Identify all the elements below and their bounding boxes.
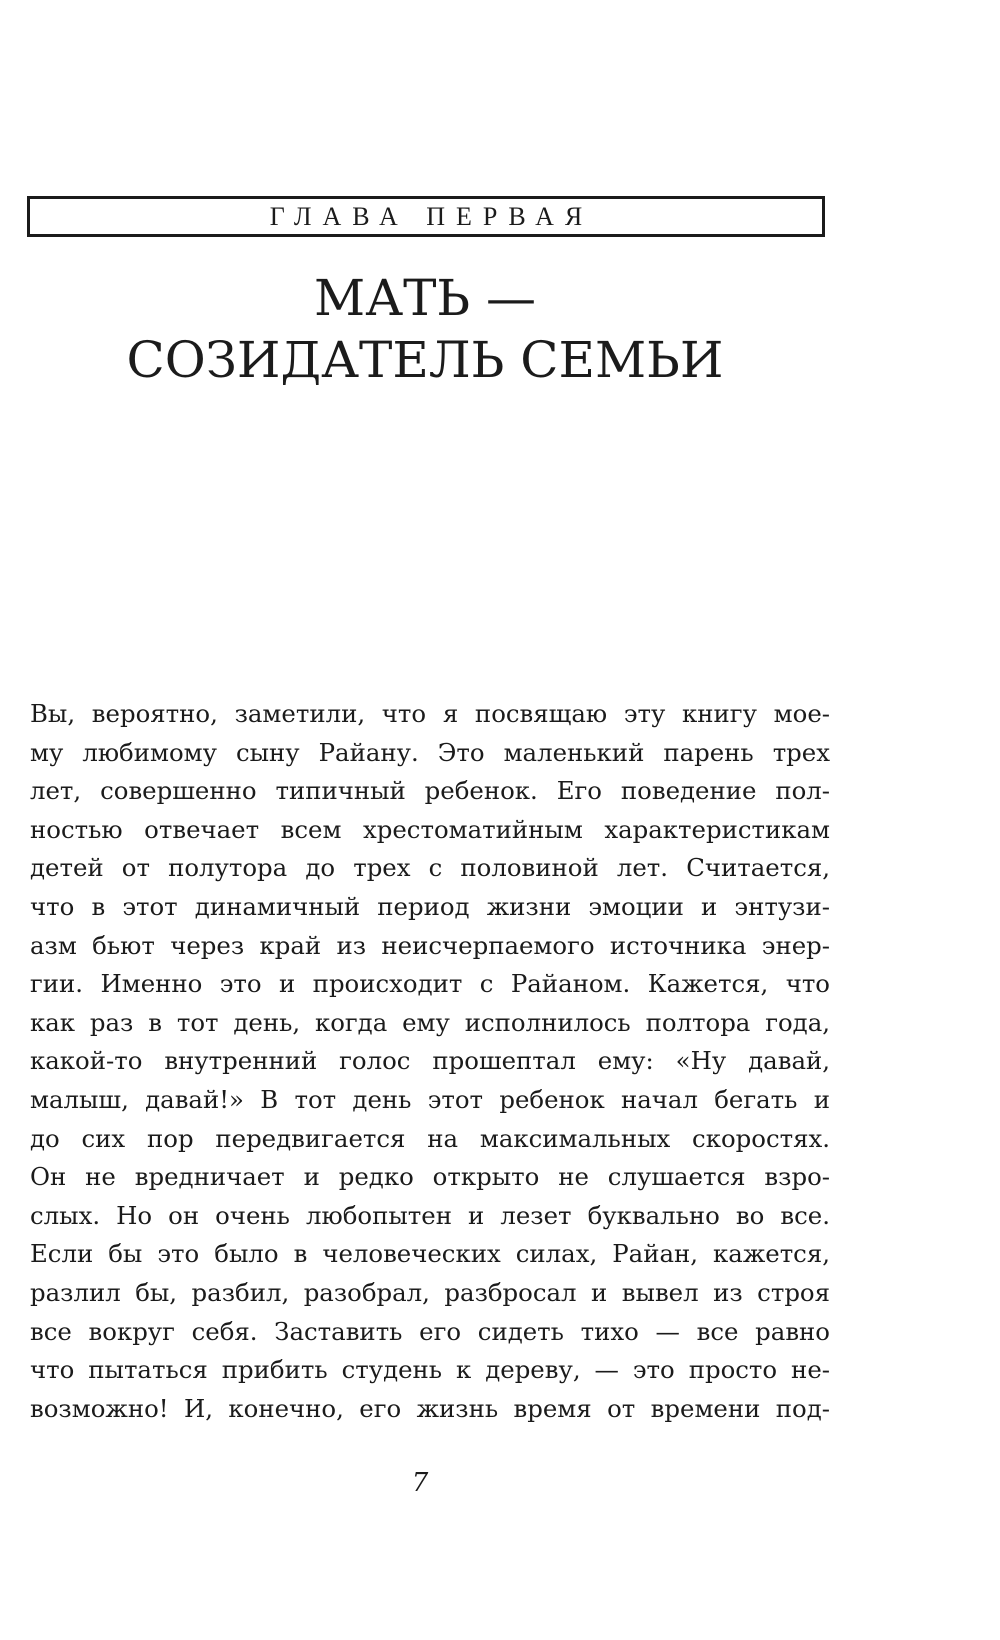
text-line: возможно! И, конечно, его жизнь время от времени под-: [30, 1393, 830, 1423]
text-line: азм бьют через край из неисчерпаемого источника энер-: [30, 930, 830, 960]
text-line: что пытаться прибить студень к дереву, — это просто не-: [30, 1355, 830, 1385]
chapter-title-line: СОЗИДАТЕЛЬ СЕМЬИ: [126, 331, 724, 389]
chapter-label-box: [27, 196, 825, 237]
chapter-label: ГЛАВА ПЕРВАЯ: [269, 201, 594, 231]
text-line: как раз в тот день, когда ему исполнилось полтора года,: [30, 1007, 830, 1037]
text-line: что в этот динамичный период жизни эмоции и энтузи-: [30, 891, 830, 921]
chapter-title: [0, 267, 850, 391]
body-text: [30, 695, 830, 1428]
text-line: Если бы это было в человеческих силах, Райан, кажется,: [30, 1239, 830, 1269]
text-line: разлил бы, разбил, разобрал, разбросал и вывел из строя: [30, 1277, 830, 1307]
text-line: детей от полутора до трех с половиной лет. Считается,: [30, 853, 830, 883]
text-line: Вы, вероятно, заметили, что я посвящаю эту книгу мое-: [30, 699, 830, 728]
text-line: какой-то внутренний голос прошептал ему: «Ну давай,: [30, 1046, 830, 1076]
text-line: гии. Именно это и происходит с Райаном. Кажется, что: [30, 969, 830, 999]
text-line: му любимому сыну Райану. Это маленький парень трех: [30, 737, 830, 767]
text-line: Он не вредничает и редко открыто не слушается взро-: [30, 1162, 830, 1192]
text-line: все вокруг себя. Заставить его сидеть тихо — все равно: [30, 1316, 830, 1346]
chapter-title-line: МАТЬ —: [314, 269, 536, 327]
text-line: слых. Но он очень любопытен и лезет буквально во все.: [30, 1200, 830, 1230]
page-number: 7: [411, 1468, 429, 1498]
text-line: малыш, давай!» В тот день этот ребенок начал бегать и: [30, 1084, 830, 1114]
text-line: ностью отвечает всем хрестоматийным характеристикам: [30, 814, 830, 844]
text-line: до сих пор передвигается на максимальных скоростях.: [30, 1123, 830, 1153]
text-line: лет, совершенно типичный ребенок. Его поведение пол-: [30, 776, 830, 806]
